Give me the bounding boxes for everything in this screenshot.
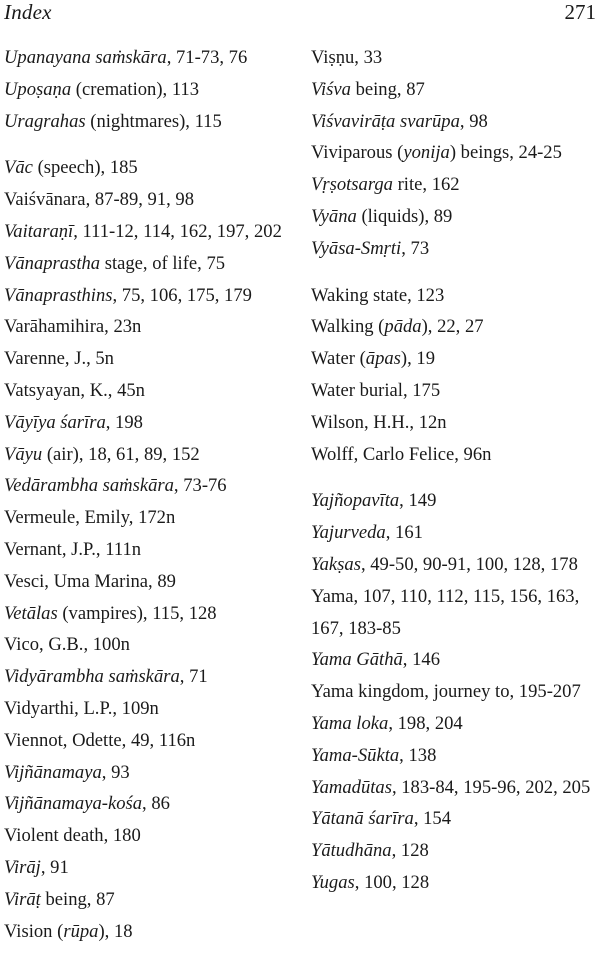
index-entry (4, 598, 304, 630)
index-term-italic: Vaitaraṇī (4, 220, 74, 242)
index-entry (311, 867, 600, 899)
index-text: Yama kingdom, journey to, 195-207 (311, 681, 581, 703)
page-number: 271 (564, 0, 596, 24)
index-text: , 198, 204 (388, 712, 463, 734)
running-head (0, 0, 600, 34)
index-entry (311, 280, 600, 312)
index-text: , 98 (459, 110, 488, 132)
index-text: , 111-12, 114, 162, 197, 202 (73, 220, 282, 242)
index-entry (311, 169, 600, 201)
index-term-italic: Vāyīya śarīra (4, 411, 106, 433)
index-text: Yama, 107, 110, 112, 115, 156, 163, 167, 183-85 (311, 585, 580, 639)
index-term-italic: Vānaprastha (4, 252, 101, 274)
index-entry (4, 42, 304, 74)
index-text: Vermeule, Emily, 172n (4, 507, 176, 529)
index-text: , 73-76 (173, 475, 227, 497)
index-entry (4, 280, 304, 312)
index-entry (311, 42, 600, 74)
index-term-italic: Vānaprasthins (4, 284, 113, 306)
index-text: Wilson, H.H., 12n (311, 411, 447, 433)
index-text: , 183-84, 195-96, 202, 205 (391, 776, 591, 798)
index-entry (311, 708, 600, 740)
index-term-italic: Vṛṣotsarga (311, 174, 393, 196)
index-entry (311, 581, 600, 645)
index-text: , 91 (40, 856, 69, 878)
index-text: Varenne, J., 5n (4, 348, 114, 370)
index-entry (4, 502, 304, 534)
index-text: Vico, G.B., 100n (4, 634, 130, 656)
index-text: Viennot, Odette, 49, 116n (4, 729, 196, 751)
index-entry (311, 311, 600, 343)
index-entry (311, 74, 600, 106)
index-text: Viṣṇu, 33 (311, 47, 383, 68)
index-entry (4, 375, 304, 407)
index-entry (4, 311, 304, 343)
index-term-italic: Vidyārambha saṁskāra (4, 666, 180, 688)
index-term-italic: Vyāsa-Smṛti (311, 237, 402, 259)
index-text: , 75, 106, 175, 179 (112, 284, 252, 306)
index-term-italic: Viśva (311, 78, 351, 100)
index-text: , 100, 128 (354, 871, 430, 893)
index-text: being, 87 (40, 888, 115, 910)
index-term-italic: Yātanā śarīra (311, 808, 414, 830)
index-term-italic: Virāṭ (4, 888, 41, 910)
index-entry (4, 74, 304, 106)
index-term-italic: Yajurveda (311, 522, 386, 544)
running-title: Index (4, 0, 52, 24)
index-entry (311, 343, 600, 375)
index-text: , 71-73, 76 (166, 47, 248, 68)
index-text: Walking ( (311, 316, 385, 338)
index-text: Waking state, 123 (311, 284, 445, 306)
index-text: (air), 18, 61, 89, 152 (42, 443, 200, 465)
index-text: , 49-50, 90-91, 100, 128, 178 (360, 553, 578, 575)
index-entry (311, 772, 600, 804)
index-text: rite, 162 (392, 174, 460, 196)
index-term-italic: Yugas (311, 871, 355, 893)
index-text: ), 19 (400, 348, 435, 370)
index-text: , 138 (399, 744, 437, 766)
index-text: (liquids), 89 (356, 205, 453, 227)
index-term-italic: Yakṣas (311, 553, 361, 575)
index-text: Viviparous ( (311, 142, 404, 164)
index-text: , 198 (105, 411, 143, 433)
index-term-italic: Vāc (4, 157, 33, 179)
index-entry (4, 916, 304, 948)
index-entry (4, 788, 304, 820)
index-text: ), 18 (98, 920, 133, 942)
index-term-italic: Vedārambha saṁskāra (4, 475, 174, 497)
index-term-italic: Yamadūtas (311, 776, 392, 798)
index-entry (4, 184, 304, 216)
index-term-italic: Yama loka (311, 712, 389, 734)
index-entry (4, 216, 304, 248)
index-entry (311, 439, 600, 471)
index-term-italic: rūpa (63, 920, 99, 942)
index-entry (311, 375, 600, 407)
index-entry (311, 803, 600, 835)
index-text: being, 87 (350, 78, 425, 100)
index-entry (4, 884, 304, 916)
index-text: , 154 (413, 808, 451, 830)
index-entry (4, 407, 304, 439)
index-text: Vision ( (4, 920, 64, 942)
index-text: stage, of life, 75 (100, 252, 226, 274)
index-text: , 146 (402, 649, 440, 671)
index-entry (4, 152, 304, 184)
index-entry (4, 343, 304, 375)
index-text: (cremation), 113 (71, 78, 200, 100)
index-term-italic: āpas (365, 348, 401, 370)
index-entry (4, 661, 304, 693)
index-entry (4, 629, 304, 661)
index-term-italic: pāda (384, 316, 422, 338)
index-entry (4, 248, 304, 280)
index-text: Vatsyayan, K., 45n (4, 379, 145, 401)
index-entry (311, 233, 600, 265)
index-entry (4, 106, 304, 138)
index-text: , 73 (401, 237, 430, 259)
index-entry (4, 470, 304, 502)
index-entry (311, 485, 600, 517)
index-entry (311, 549, 600, 581)
index-entry (4, 534, 304, 566)
index-entry (311, 644, 600, 676)
index-entry (311, 517, 600, 549)
index-term-italic: yonija (403, 142, 450, 164)
index-text: , 161 (385, 522, 423, 544)
index-text: Water burial, 175 (311, 379, 441, 401)
index-entry (311, 201, 600, 233)
index-entry (4, 566, 304, 598)
index-term-italic: Viśvavirāṭa svarūpa (311, 110, 460, 132)
index-text: Vaiśvānara, 87-89, 91, 98 (4, 189, 195, 211)
index-text: Vernant, J.P., 111n (4, 538, 142, 560)
index-text: , 128 (391, 840, 429, 862)
index-entry (4, 725, 304, 757)
index-entry (311, 407, 600, 439)
index-text: ) beings, 24-25 (449, 142, 562, 164)
index-entry (4, 439, 304, 471)
index-entry (4, 757, 304, 789)
index-term-italic: Upanayana saṁskāra (4, 47, 167, 68)
index-entry (4, 693, 304, 725)
index-text: (nightmares), 115 (85, 110, 222, 132)
index-text: ), 22, 27 (421, 316, 484, 338)
index-term-italic: Yama-Sūkta (311, 744, 400, 766)
index-term-italic: Uragrahas (4, 110, 86, 132)
index-entry (311, 676, 600, 708)
index-term-italic: Yātudhāna (311, 840, 392, 862)
index-entry (311, 740, 600, 772)
index-term-italic: Yajñopavīta (311, 490, 400, 512)
index-term-italic: Vijñānamaya-kośa (4, 793, 143, 815)
index-term-italic: Yama Gāthā (311, 649, 403, 671)
index-text: (vampires), 115, 128 (57, 602, 217, 624)
index-entry (311, 137, 600, 169)
index-text: (speech), 185 (32, 157, 138, 179)
index-text: Vidyarthi, L.P., 109n (4, 697, 159, 719)
index-entry (311, 835, 600, 867)
index-text: Wolff, Carlo Felice, 96n (311, 443, 492, 465)
index-text: , 71 (179, 666, 208, 688)
index-entry (4, 820, 304, 852)
index-term-italic: Vāyu (4, 443, 43, 465)
index-entry (311, 106, 600, 138)
index-entry (4, 852, 304, 884)
index-text: Varāhamihira, 23n (4, 316, 142, 338)
index-text: , 93 (101, 761, 130, 783)
index-text: Water ( (311, 348, 366, 370)
index-column-left (4, 42, 304, 947)
index-text: Vesci, Uma Marina, 89 (4, 570, 176, 592)
index-text: , 149 (399, 490, 437, 512)
index-term-italic: Vyāna (311, 205, 357, 227)
index-text: , 86 (142, 793, 170, 815)
index-term-italic: Upoṣaṇa (4, 78, 72, 100)
index-term-italic: Virāj (4, 856, 41, 878)
index-term-italic: Vijñānamaya (4, 761, 102, 783)
index-column-right (311, 42, 600, 899)
index-text: Violent death, 180 (4, 825, 141, 847)
index-term-italic: Vetālas (4, 602, 58, 624)
